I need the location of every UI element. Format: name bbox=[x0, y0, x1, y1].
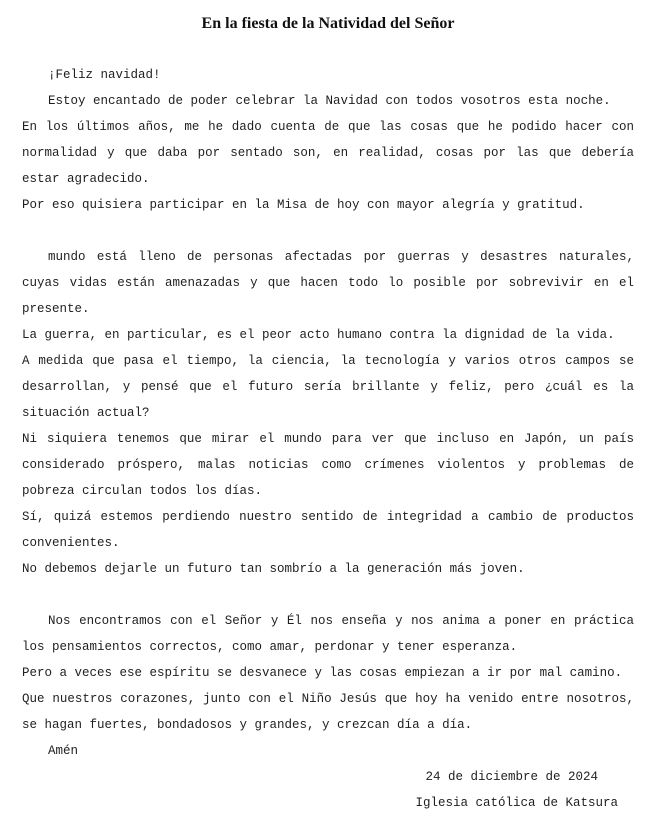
paragraph: mundo está lleno de personas afectadas por guerras y desastres naturales, cuyas vidas están amenazadas y que hacen todo lo posible por sobrevivir en el presente. bbox=[22, 250, 634, 316]
document-body bbox=[22, 62, 634, 764]
paragraph: Por eso quisiera participar en la Misa de hoy con mayor alegría y gratitud. bbox=[22, 198, 585, 212]
paragraph: Que nuestros corazones, junto con el Niño Jesús que hoy ha venido entre nosotros, se hagan fuertes, bondadosos y grandes, y crezcan día a día. bbox=[22, 692, 634, 732]
paragraph: ¡Feliz navidad! bbox=[48, 68, 161, 82]
signature-church: Iglesia católica de Katsura bbox=[415, 796, 618, 810]
paragraph: Sí, quizá estemos perdiendo nuestro sentido de integridad a cambio de productos convenientes. bbox=[22, 510, 634, 550]
paragraph: Pero a veces ese espíritu se desvanece y las cosas empiezan a ir por mal camino. bbox=[22, 666, 623, 680]
signature-date: 24 de diciembre de 2024 bbox=[425, 770, 598, 784]
paragraph: La guerra, en particular, es el peor acto humano contra la dignidad de la vida. bbox=[22, 328, 615, 342]
paragraph: Ni siquiera tenemos que mirar el mundo para ver que incluso en Japón, un país considerado próspero, malas noticias como crímenes violentos y problemas de pobreza circulan todos los días. bbox=[22, 432, 634, 498]
paragraph: En los últimos años, me he dado cuenta de que las cosas que he podido hacer con normalidad y que daba por sentado son, en realidad, cosas por las que debería estar agradecido. bbox=[22, 120, 634, 186]
paragraph: Amén bbox=[48, 744, 79, 758]
paragraph: No debemos dejarle un futuro tan sombrío a la generación más joven. bbox=[22, 562, 525, 576]
paragraph: Estoy encantado de poder celebrar la Navidad con todos vosotros esta noche. bbox=[48, 94, 611, 108]
paragraph: A medida que pasa el tiempo, la ciencia, la tecnología y varios otros campos se desarrollan, y pensé que el futuro sería brillante y feliz, pero ¿cuál es la situación actual? bbox=[22, 354, 634, 420]
document-title: En la fiesta de la Natividad del Señor bbox=[201, 15, 455, 32]
signature-block bbox=[22, 764, 634, 816]
paragraph: Nos encontramos con el Señor y Él nos enseña y nos anima a poner en práctica los pensamientos correctos, como amar, perdonar y tener esperanza. bbox=[22, 614, 634, 654]
